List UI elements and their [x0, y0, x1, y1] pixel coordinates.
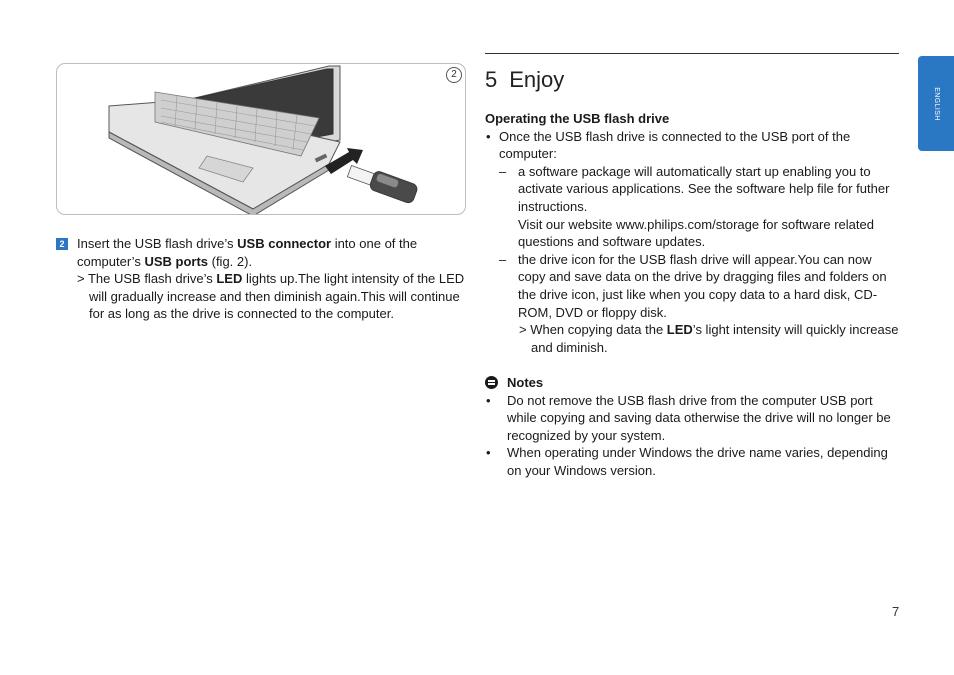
section-rule: [485, 53, 899, 54]
result-text-part: > When copying data the: [519, 322, 667, 338]
dash-mark: –: [499, 163, 507, 179]
notes-block: [485, 374, 901, 480]
chapter-heading: [485, 66, 564, 94]
result-text-part: lights up.The light intensity of the LED will gradually increase and then diminish again.This will continue for as long as the drive is connected to the computer.: [89, 271, 465, 322]
laptop-usb-illustration: [57, 64, 465, 214]
section-body: [485, 110, 901, 356]
list-item: [485, 163, 901, 216]
result-text-part: > The USB flash drive’s: [77, 271, 217, 287]
result-text-part: ’s light intensity will quickly increase and diminish.: [531, 322, 899, 355]
bullet-mark: •: [486, 128, 491, 144]
note-text: When operating under Windows the drive name varies, depending on your Windows version.: [507, 445, 888, 478]
subheading: Operating the USB flash drive: [485, 111, 670, 126]
note-item: [485, 444, 901, 479]
dash-mark: –: [499, 251, 507, 267]
figure-number: 2: [446, 67, 462, 83]
step-number-badge: 2: [56, 238, 68, 250]
result-bold-led: LED: [666, 322, 693, 338]
step-text-part: (fig. 2).: [208, 253, 253, 269]
step-bold-usb-ports: USB ports: [144, 253, 208, 269]
language-tab: [918, 56, 954, 151]
result-bold-led: LED: [216, 271, 243, 287]
instruction-step: [56, 235, 466, 323]
chapter-title: Enjoy: [509, 67, 565, 92]
notes-heading: Notes: [507, 375, 544, 390]
step-result: [77, 270, 466, 323]
step-text: [77, 235, 466, 270]
note-icon: [485, 376, 498, 389]
step-bold-usb-connector: USB connector: [237, 236, 332, 251]
bullet-mark: •: [486, 392, 491, 408]
note-text: Do not remove the USB flash drive from the computer USB port while copying and saving data otherwise the drive will no longer be recognized by your system.: [507, 392, 891, 443]
note-item: [485, 392, 901, 445]
notes-heading-row: [485, 374, 901, 392]
figure-laptop-usb: [56, 63, 466, 215]
list-item-text: the drive icon for the USB flash drive will appear.You can now copy and save data on the drive by dragging files and folders on the drive icon, just like when you copy data to a hard disk, CD-ROM, DVD or floppy disk.: [518, 251, 887, 320]
chapter-number: 5: [485, 67, 498, 92]
list-item-continuation: Visit our website www.philips.com/storage for software related questions and software updates.: [518, 216, 874, 250]
bullet-mark: •: [486, 445, 491, 461]
step-text-part: Insert the USB flash drive’s: [77, 236, 238, 251]
list-item: [485, 251, 901, 321]
page-number: 7: [892, 604, 900, 619]
list-item-result: [485, 321, 901, 356]
list-item-text: a software package will automatically start up enabling you to activate various applications. See the software help file for futher instructions.: [518, 163, 890, 214]
step-text-part: into one of the computer’s: [77, 236, 418, 269]
list-item: [485, 128, 901, 163]
list-item-text: Once the USB flash drive is connected to the USB port of the computer:: [499, 128, 851, 162]
language-tab-label: ENGLISH: [932, 86, 940, 121]
